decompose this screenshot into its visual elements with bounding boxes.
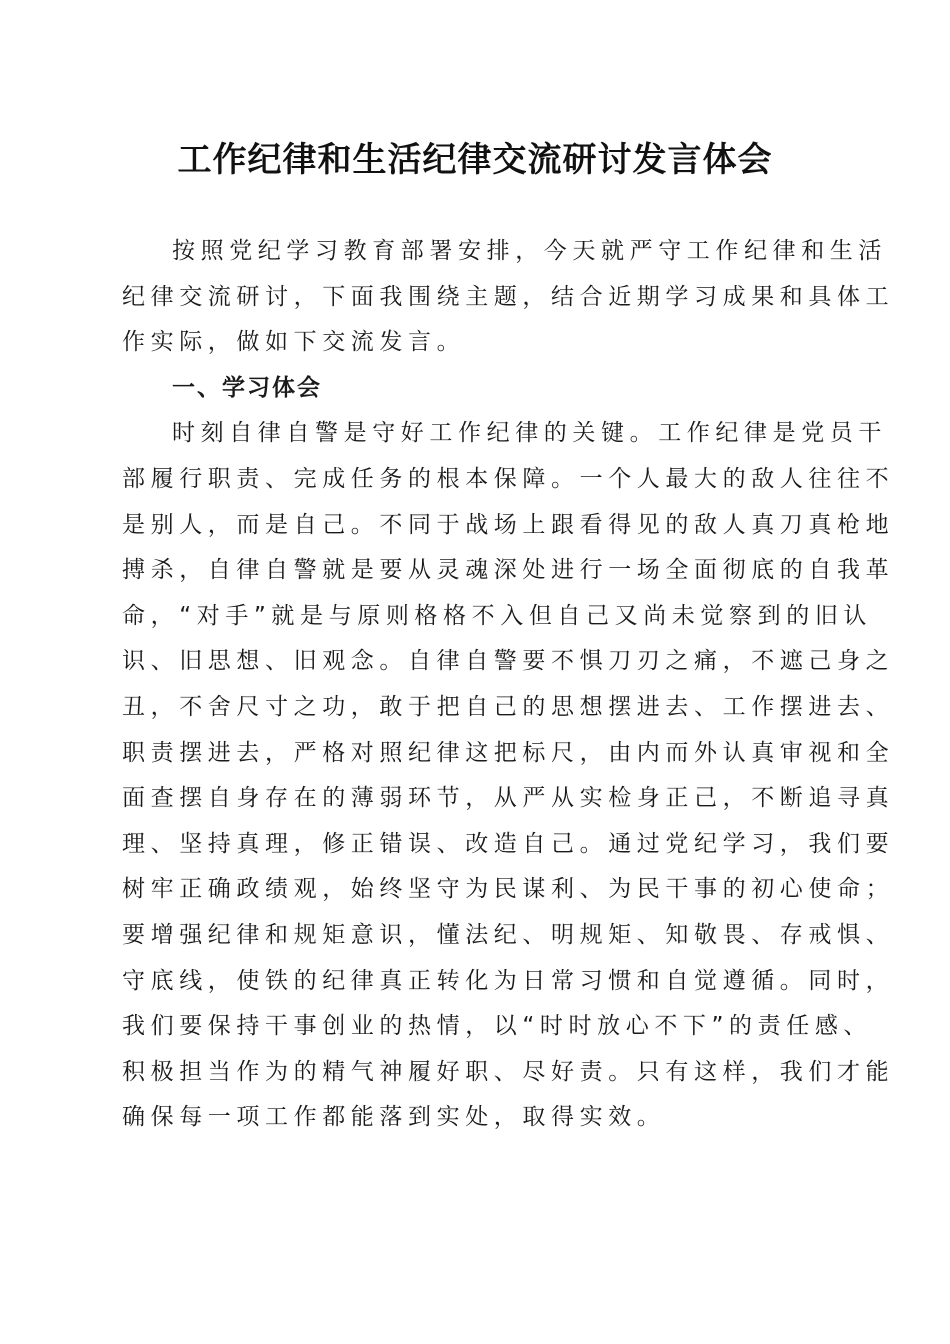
paragraph-line: 理、坚持真理，修正错误、改造自己。通过党纪学习，我们要	[122, 830, 895, 857]
paragraph-line: 守底线，使铁的纪律真正转化为日常习惯和自觉遵循。同时，	[122, 967, 895, 994]
paragraph-line: 纪律交流研讨，下面我围绕主题，结合近期学习成果和具体工	[122, 283, 895, 310]
paragraph-line: 作实际，做如下交流发言。	[122, 329, 466, 356]
paragraph-line: 职责摆进去，严格对照纪律这把标尺，由内而外认真审视和全	[122, 739, 895, 766]
document-title: 工作纪律和生活纪律交流研讨发言体会	[177, 140, 773, 180]
paragraph-line: 面查摆自身存在的薄弱环节，从严从实检身正己，不断追寻真	[122, 785, 895, 812]
document-body	[122, 229, 895, 1141]
paragraph-line: 识、旧思想、旧观念。自律自警要不惧刀刃之痛，不遮己身之	[122, 648, 895, 675]
paragraph-line: 积极担当作为的精气神履好职、尽好责。只有这样，我们才能	[122, 1058, 895, 1085]
paragraph-line: 树牢正确政绩观，始终坚守为民谋利、为民干事的初心使命；	[122, 876, 895, 903]
paragraph-line: 要增强纪律和规矩意识，懂法纪、明规矩、知敬畏、存戒惧、	[122, 921, 895, 948]
paragraph-line: 搏杀，自律自警就是要从灵魂深处进行一场全面彻底的自我革	[122, 557, 895, 584]
section-paragraph	[122, 411, 895, 1141]
paragraph-line: 我们要保持干事创业的热情，以“时时放心不下”的责任感、	[122, 1013, 873, 1040]
section-heading: 一、学习体会	[172, 374, 322, 401]
paragraph-line: 命，“对手”就是与原则格格不入但自己又尚未觉察到的旧认	[122, 602, 873, 629]
paragraph-line: 按照党纪学习教育部署安排，今天就严守工作纪律和生活	[172, 238, 887, 264]
paragraph-line: 丑，不舍尺寸之功，敢于把自己的思想摆进去、工作摆进去、	[122, 693, 895, 720]
paragraph-line: 时刻自律自警是守好工作纪律的关键。工作纪律是党员干	[172, 420, 887, 447]
paragraph-line: 是别人，而是自己。不同于战场上跟看得见的敌人真刀真枪地	[122, 511, 895, 538]
paragraph-line: 部履行职责、完成任务的根本保障。一个人最大的敌人往往不	[122, 465, 895, 492]
intro-paragraph	[122, 229, 895, 366]
paragraph-line: 确保每一项工作都能落到实处，取得实效。	[122, 1104, 666, 1131]
